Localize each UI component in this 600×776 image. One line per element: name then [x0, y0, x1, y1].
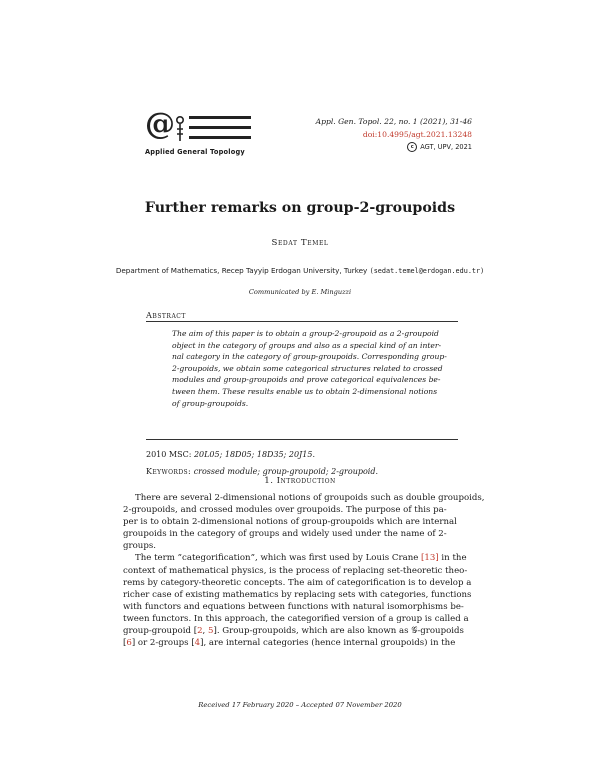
logo-at-symbol: @: [145, 107, 175, 142]
body-line: groups.: [123, 541, 156, 552]
body-line: There are several 2-dimensional notions of groupoids such as double groupoids,: [135, 493, 485, 503]
logo-line-1: [189, 116, 251, 119]
doi-link[interactable]: doi:10.4995/agt.2021.13248: [362, 130, 472, 139]
body-text-segment: group-groupoid [: [123, 626, 198, 637]
logo-line-3: [189, 136, 251, 139]
keywords-text: crossed module; group-groupoid; 2-groupoid.: [193, 467, 378, 476]
copyright-icon: c: [407, 142, 417, 152]
citation-link[interactable]: 5: [208, 626, 214, 637]
received-accepted-dates: Received 17 February 2020 – Accepted 07 November 2020: [198, 701, 402, 709]
copyright-line: [316, 141, 472, 154]
body-line: [123, 625, 478, 637]
author-name: Sedat Temel: [271, 238, 329, 248]
body-line: rems by category-theoretic concepts. The aim of categorification is to develop a: [123, 577, 472, 588]
abstract-line: nal category in the category of group-groupoids. Corresponding group-: [172, 352, 447, 362]
logo-journal-name: Applied General Topology: [145, 148, 245, 156]
msc-classification: [146, 450, 315, 459]
body-line: [123, 637, 478, 649]
body-line: richer case of existing mathematics by replacing sets with categories, functions: [123, 589, 472, 600]
body-line: with functors and equations between functions with natural isomorphisms be-: [123, 601, 464, 612]
logo-glyph-icon: [175, 115, 187, 143]
body-text-segment: ]. Group-groupoids, which are also known as 𝒢-groupoids: [213, 626, 464, 637]
keywords-label: Keywords:: [146, 467, 192, 476]
abstract-line: 2-groupoids, we obtain some categorical structures related to crossed: [172, 363, 443, 373]
journal-citation: Appl. Gen. Topol. 22, no. 1 (2021), 31-46: [315, 117, 472, 126]
citation-link[interactable]: 4: [194, 638, 201, 649]
abstract-top-rule: [146, 321, 458, 322]
paper-title: Further remarks on group-2-groupoids: [144, 200, 456, 216]
abstract-line: of group-groupoids.: [172, 398, 249, 408]
journal-info: [316, 115, 472, 154]
abstract-line: modules and group-groupoids and prove categorical equivalences be-: [172, 375, 441, 385]
body-line: per is to obtain 2-dimensional notions of group-groupoids which are internal: [123, 517, 457, 528]
body-line: 2-groupoids, and crossed modules over groupoids. The purpose of this pa-: [123, 505, 447, 516]
journal-logo: [145, 107, 255, 162]
abstract-line: The aim of this paper is to obtain a group-2-groupoid as a 2-groupoid: [172, 329, 439, 338]
body-line: groupoids in the category of groups and widely used under the name of 2-: [123, 529, 447, 540]
body-text-segment: in the: [438, 553, 467, 564]
abstract-body: [172, 328, 452, 409]
abstract-line: tween them. These results enable us to obtain 2-dimensional notions: [172, 386, 438, 396]
abstract-line: object in the category of groups and also as a special kind of an inter-: [172, 340, 442, 350]
author-email: (sedat.temel@erdogan.edu.tr): [369, 267, 485, 275]
citation-link[interactable]: [13]: [421, 553, 439, 564]
body-line: [123, 552, 478, 564]
body-text-segment: ] or 2-groups [: [131, 638, 195, 649]
body-text-segment: ], are internal categories (hence internal groupoids) in the: [200, 638, 456, 649]
body-text-segment: [: [123, 638, 127, 649]
body-text-segment: ,: [202, 626, 208, 637]
body-line: tween functors. In this approach, the categorified version of a group is called a: [123, 613, 469, 624]
section-heading: 1. Introduction: [264, 476, 336, 486]
communicated-by: Communicated by E. Minguzzi: [248, 288, 352, 296]
msc-label: 2010 MSC:: [146, 450, 192, 459]
body-text: [123, 492, 485, 649]
affiliation-text: Department of Mathematics, Recep Tayyip Erdogan University, Turkey: [115, 266, 368, 275]
logo-line-2: [189, 126, 251, 129]
citation-link[interactable]: 6: [126, 638, 132, 649]
body-line: context of mathematical physics, is the process of replacing set-theoretic theo-: [123, 565, 468, 576]
abstract-heading: Abstract: [146, 310, 186, 320]
citation-link[interactable]: 2: [197, 626, 203, 637]
body-text-segment: The term ”categorification”, which was first used by Louis Crane: [135, 553, 422, 564]
msc-codes: 20L05; 18D05; 18D35; 20J15.: [193, 450, 315, 459]
affiliation: [0, 266, 600, 275]
keywords: [146, 467, 378, 476]
abstract-bottom-rule: [146, 439, 458, 440]
copyright-text: AGT, UPV, 2021: [420, 143, 472, 151]
